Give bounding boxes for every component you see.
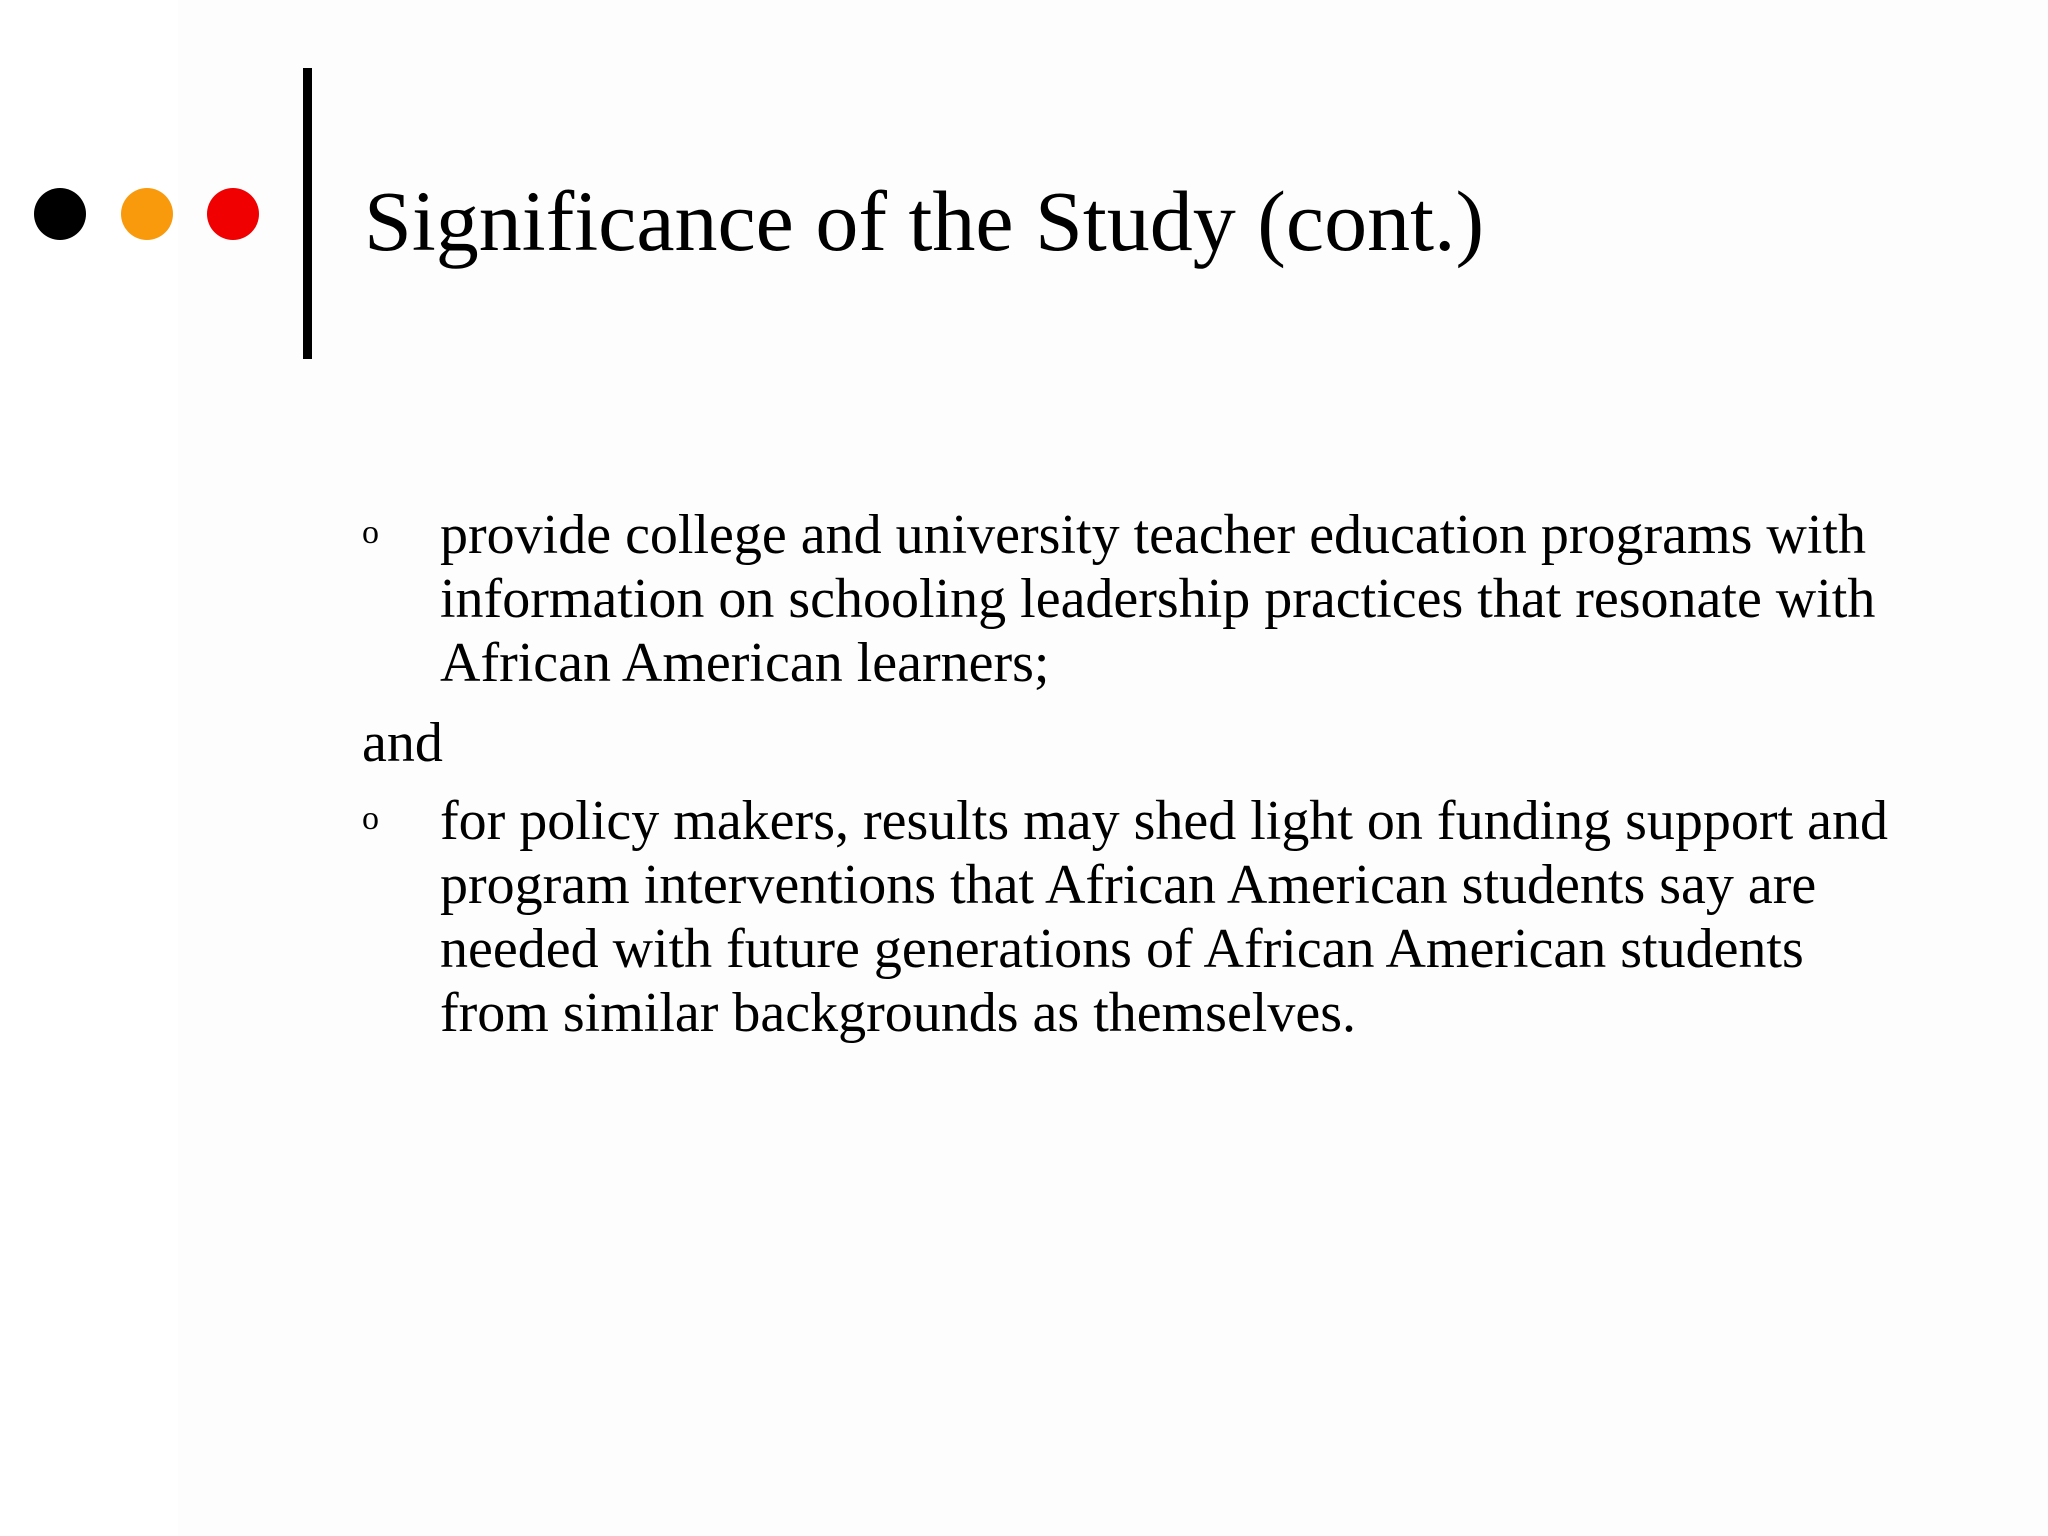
orange-dot-icon <box>121 188 173 240</box>
bullet-marker-icon: o <box>362 514 379 551</box>
title-divider <box>303 68 312 359</box>
bullet-text: for policy makers, results may shed light on funding support and program interventions that African American students say are needed with future generations of African American students from similar backgrounds as themselves. <box>440 790 1888 1044</box>
bullet-item <box>362 789 1922 1045</box>
bullet-marker-icon: o <box>362 800 379 837</box>
slide-body <box>362 503 1922 1045</box>
red-dot-icon <box>207 188 259 240</box>
slide-title: Significance of the Study (cont.) <box>364 173 1485 269</box>
bullet-text: provide college and university teacher education programs with information on schooling leadership practices that resonate with African American learners; <box>440 504 1876 694</box>
black-dot-icon <box>34 188 86 240</box>
bullet-item <box>362 503 1922 695</box>
connector-text: and <box>362 712 443 774</box>
